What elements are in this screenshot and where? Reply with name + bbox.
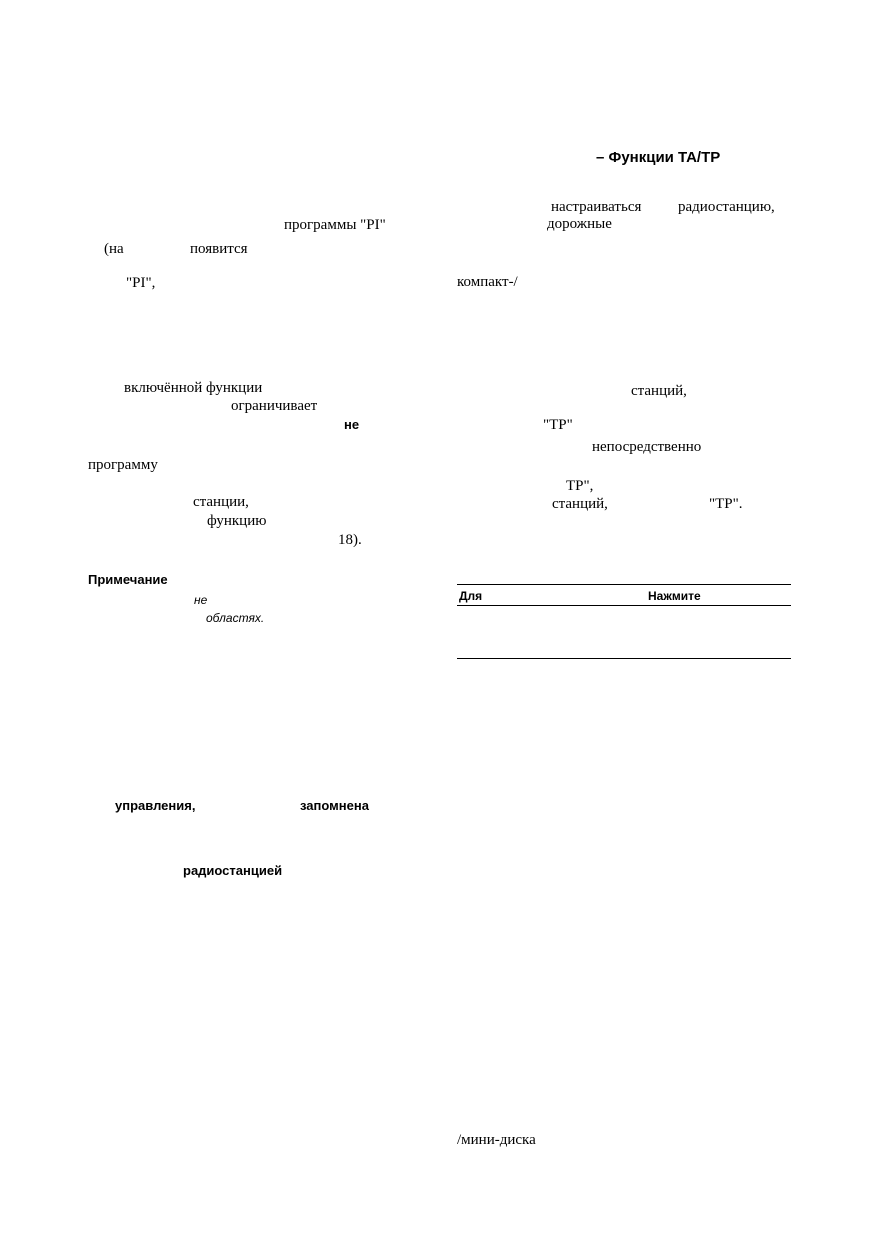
text-fragment: запомнена <box>300 798 369 813</box>
text-fragment: функцию <box>207 513 267 529</box>
note-title: Примечание <box>88 572 168 587</box>
text-fragment: "PI", <box>126 275 156 291</box>
text-fragment: радиостанцией <box>183 863 283 878</box>
text-fragment: ограничивает <box>231 398 318 414</box>
text-fragment: (на <box>104 241 124 257</box>
text-fragment: компакт-/ <box>457 274 518 290</box>
text-fragment: /мини-диска <box>457 1132 536 1148</box>
text-fragment: управления, <box>115 798 196 813</box>
text-fragment: не <box>194 593 208 607</box>
text-fragment: программу <box>88 457 158 473</box>
text-fragment: не <box>344 417 360 432</box>
text-fragment: станций, <box>552 496 608 512</box>
text-fragment: станций, <box>631 383 687 399</box>
text-fragment: станции, <box>193 494 249 510</box>
text-fragment: радиостанцию, <box>678 199 775 215</box>
table-header-for: Для <box>459 589 483 603</box>
section-title: – Функции TA/TP <box>596 149 721 166</box>
text-fragment: непосредственно <box>592 439 702 455</box>
table-header-rule <box>457 605 791 606</box>
text-fragment: 18). <box>338 532 362 548</box>
text-fragment: включённой функции <box>124 380 263 396</box>
text-fragment: "TP" <box>543 417 573 433</box>
text-fragment: программы "PI" <box>284 217 386 233</box>
text-fragment: появится <box>190 241 248 257</box>
text-fragment: настраиваться <box>551 199 642 215</box>
text-fragment: дорожные <box>547 216 612 232</box>
table-top-rule <box>457 584 791 585</box>
table-header-press: Нажмите <box>648 589 701 603</box>
text-fragment: TP", <box>566 478 594 494</box>
table-bottom-rule <box>457 658 791 659</box>
text-fragment: областях. <box>206 611 265 625</box>
text-fragment: "TP". <box>709 496 743 512</box>
